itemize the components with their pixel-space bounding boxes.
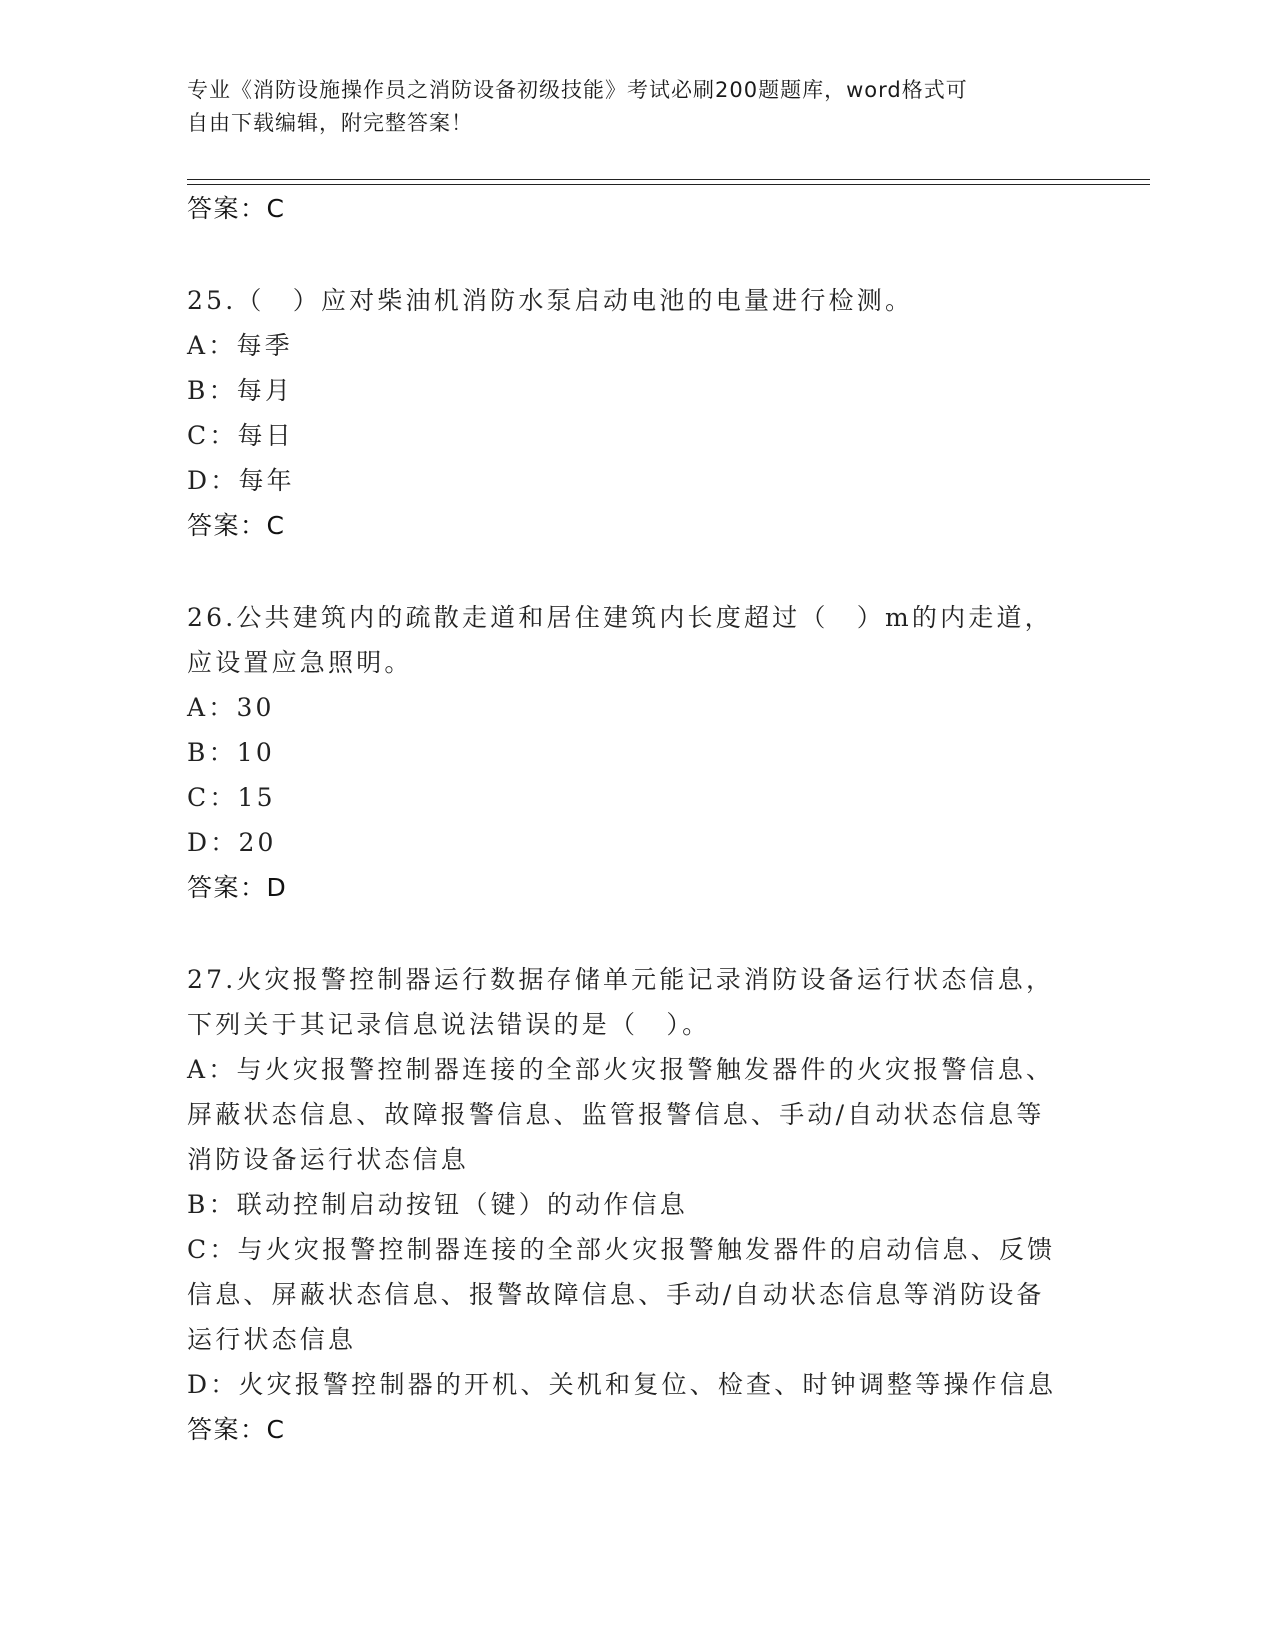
option-a: A：每季 bbox=[187, 331, 293, 360]
header-line-1: 专业《消防设施操作员之消防设备初级技能》考试必刷200题题库，word格式可 bbox=[187, 78, 968, 102]
option-d: D：20 bbox=[187, 828, 277, 857]
option-b: B：10 bbox=[187, 738, 275, 767]
answer-line: 答案：C bbox=[187, 194, 286, 223]
header-rule-top bbox=[187, 179, 1150, 180]
option-c: C：15 bbox=[187, 783, 276, 812]
header-rule-bottom bbox=[187, 184, 1150, 185]
option-d: D：每年 bbox=[187, 466, 295, 495]
option-b: B：每月 bbox=[187, 376, 294, 405]
question-text: 25.（ ）应对柴油机消防水泵启动电池的电量进行检测。 bbox=[187, 286, 914, 315]
question-text: 27.火灾报警控制器运行数据存储单元能记录消防设备运行状态信息， bbox=[187, 965, 1055, 994]
option-c: 运行状态信息 bbox=[187, 1325, 357, 1354]
option-a: A：30 bbox=[187, 693, 275, 722]
question-block bbox=[187, 595, 1077, 910]
option-c: C：与火灾报警控制器连接的全部火灾报警触发器件的启动信息、反馈 bbox=[187, 1235, 1056, 1264]
question-text: 应设置应急照明。 bbox=[187, 648, 413, 677]
option-c: 信息、屏蔽状态信息、报警故障信息、手动/自动状态信息等消防设备 bbox=[187, 1280, 1045, 1309]
option-a: 屏蔽状态信息、故障报警信息、监管报警信息、手动/自动状态信息等 bbox=[187, 1100, 1045, 1129]
option-c: C：每日 bbox=[187, 421, 294, 450]
header-line-2: 自由下载编辑，附完整答案！ bbox=[187, 111, 473, 135]
answer-line: 答案：C bbox=[187, 1415, 286, 1444]
answer-line: 答案：D bbox=[187, 873, 288, 902]
option-b: B：联动控制启动按钮（键）的动作信息 bbox=[187, 1190, 688, 1219]
answer-line: 答案：C bbox=[187, 511, 286, 540]
question-block bbox=[187, 278, 1077, 548]
document-header bbox=[187, 74, 1067, 140]
question-list bbox=[187, 186, 1077, 1452]
option-a: A：与火灾报警控制器连接的全部火灾报警触发器件的火灾报警信息、 bbox=[187, 1055, 1055, 1084]
question-block bbox=[187, 957, 1077, 1452]
option-a: 消防设备运行状态信息 bbox=[187, 1145, 470, 1174]
question-text: 26.公共建筑内的疏散走道和居住建筑内长度超过（ ）m的内走道， bbox=[187, 603, 1053, 632]
question-text: 下列关于其记录信息说法错误的是（ ）。 bbox=[187, 1010, 711, 1039]
option-d: D：火灾报警控制器的开机、关机和复位、检查、时钟调整等操作信息 bbox=[187, 1370, 1057, 1399]
